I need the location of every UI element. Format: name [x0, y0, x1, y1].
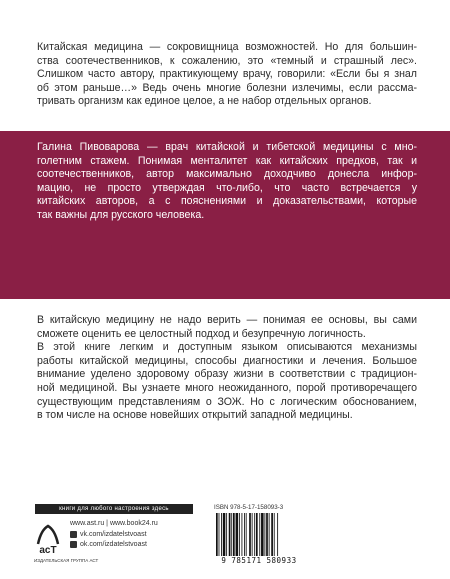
description-line: в том числе на основе новейших открытий западной медицины. [37, 409, 353, 422]
intro-line: Китайская медицина — сокровищница возможностей. Но для большин- [37, 41, 417, 53]
description-line: существующим представлениям о ЗОЖ. Но с логическим обоснованием, [37, 395, 417, 408]
intro-paragraph [37, 41, 417, 109]
ast-logo-icon [35, 520, 61, 558]
intro-line: Слишком часто автору, практикующему врачу, говорили: «Если бы я знал [37, 68, 417, 81]
intro-line: об этом раньше…» Ведь очень многие болезни излечимы, если рассма- [37, 81, 417, 94]
vk-icon [70, 531, 77, 538]
author-paragraph [37, 141, 417, 223]
ok-link[interactable] [70, 541, 147, 548]
ok-link-text[interactable]: ok.com/izdatelstvoast [80, 541, 147, 548]
author-line: так важны для русского человека. [37, 208, 205, 221]
intro-line: ства соотечественников, к сожалению, это «темный и страшный лес». [37, 54, 417, 67]
isbn-label: ISBN 978-5-17-158093-3 [214, 504, 284, 511]
author-line: голетним стажем. Понимая менталитет как китайских предков, так и [37, 154, 417, 167]
publisher-name: ИЗДАТЕЛЬСКАЯ ГРУППА АСТ [34, 558, 99, 563]
publisher-tagline: книги для любого настроения здесь [35, 504, 193, 514]
belief-line: сможете оценить ее целостный подход и безупречную логичность. [37, 327, 366, 340]
vk-link-text[interactable]: vk.com/izdatelstvoast [80, 531, 147, 538]
author-line: соотечественников, автор максимально доходчиво донесла инфор- [37, 168, 417, 181]
barcode-icon [214, 513, 304, 556]
svg-text:acT: acT [39, 545, 57, 556]
author-line: мацию, не просто утверждая что-либо, что часто встречается у [37, 181, 417, 194]
description-block [37, 314, 417, 423]
belief-line: В китайскую медицину не надо верить — понимая ее основы, вы сами [37, 314, 417, 326]
publisher-websites[interactable]: www.ast.ru | www.book24.ru [70, 520, 158, 527]
author-line: китайских авторов, а с пояснениями и доказательствами, которые [37, 195, 417, 208]
barcode-number: 9 785171 580933 [221, 556, 297, 565]
vk-link[interactable] [70, 531, 147, 538]
intro-line: тривать организм как единое целое, а не набор отдельных органов. [37, 95, 372, 108]
description-line: работы китайской медицины, способы диагностики и лечения. Большое [37, 354, 417, 367]
ok-icon [70, 541, 77, 548]
book-description-paragraph [37, 341, 417, 423]
description-line: ной медициной. Вы узнаете много неожиданного, порой противоречащего [37, 381, 417, 394]
description-line: В этой книге легким и доступным языком описываются механизмы [37, 341, 417, 354]
author-line: Галина Пивоварова — врач китайской и тибетской медицины с мно- [37, 141, 417, 153]
belief-paragraph [37, 314, 417, 341]
description-line: внимание уделено здоровому образу жизни в соответствии с традицион- [37, 368, 417, 381]
